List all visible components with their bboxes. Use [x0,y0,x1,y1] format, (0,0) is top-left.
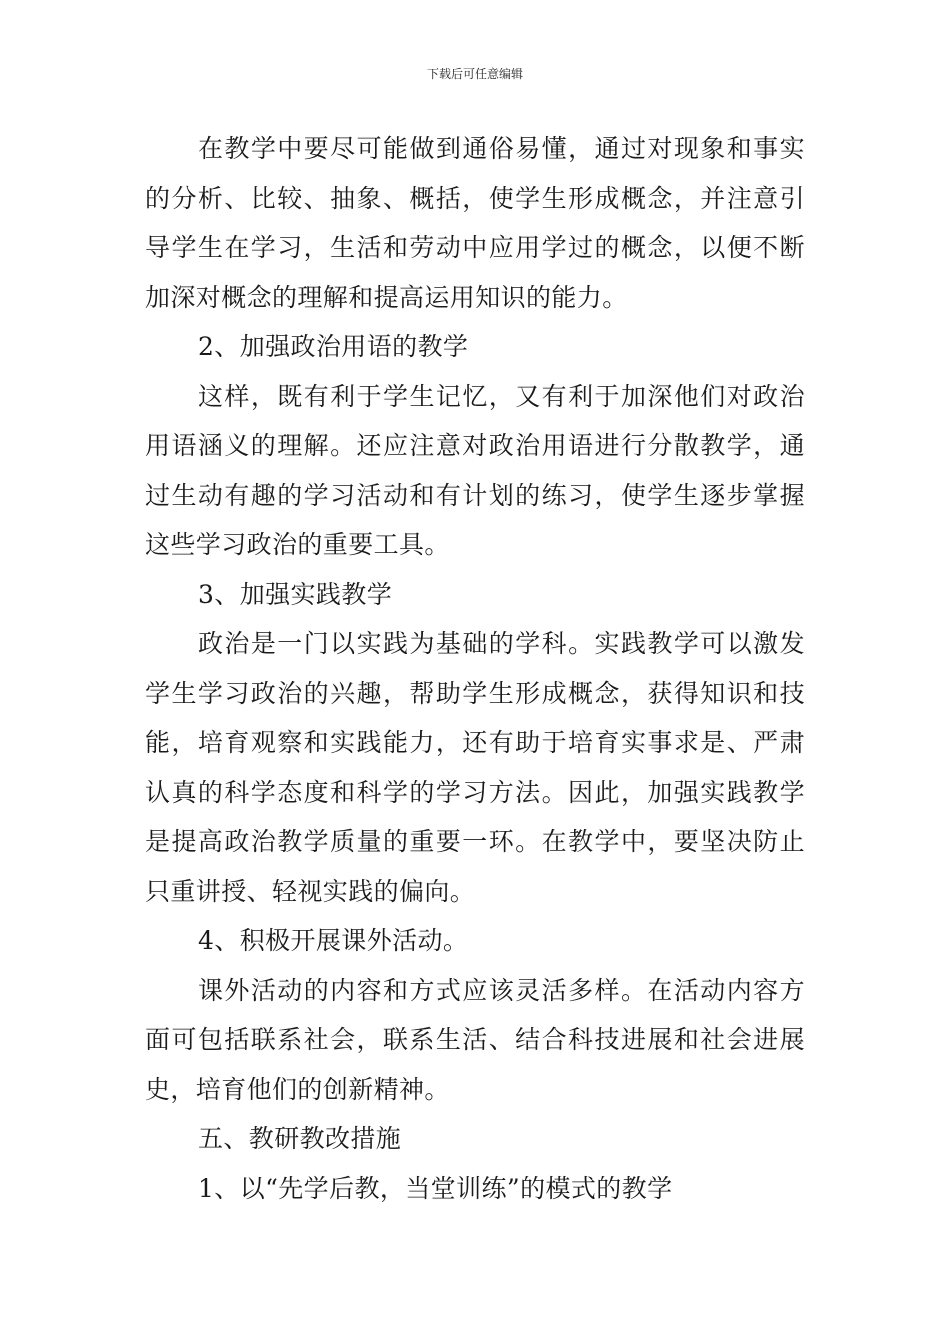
heading-teaching-mode: 1、以“先学后教，当堂训练”的模式的教学 [198,1173,673,1203]
heading-political-terms: 2、加强政治用语的教学 [198,332,469,361]
paragraph-political-terms: 这样，既有利于学生记忆，又有利于加深他们对政治用语涵义的理解。还应注意对政治用语进行分散教学，通过生动有趣的学习活动和有计划的练习，使学生逐步掌握这些学习政治的重要工具。 [145,381,805,559]
paragraph-concept-teaching: 在教学中要尽可能做到通俗易懂，通过对现象和事实的分析、比较、抽象、概括，使学生形成概念，并注意引导学生在学习，生活和劳动中应用学过的概念，以便不断加深对概念的理解和提高运用知识的能力。 [145,134,805,312]
heading-practice-teaching: 3、加强实践教学 [198,579,393,609]
page-header: 下载后可任意编辑 [426,67,523,81]
paragraph-practice-teaching: 政治是一门以实践为基础的学科。实践教学可以激发学生学习政治的兴趣，帮助学生形成概念，获得知识和技能，培育观察和实践能力，还有助于培育实事求是、严肃认真的科学态度和科学的学习方法。因此，加强实践教学是提高政治教学质量的重要一环。在教学中，要坚决防止只重讲授、轻视实践的偏向。 [145,629,805,906]
document-body [145,124,805,1213]
heading-teaching-reform: 五、教研教改措施 [198,1124,402,1153]
heading-extracurricular: 4、积极开展课外活动。 [198,926,469,955]
paragraph-extracurricular: 课外活动的内容和方式应该灵活多样。在活动内容方面可包括联系社会，联系生活、结合科技进展和社会进展史，培育他们的创新精神。 [145,975,805,1104]
